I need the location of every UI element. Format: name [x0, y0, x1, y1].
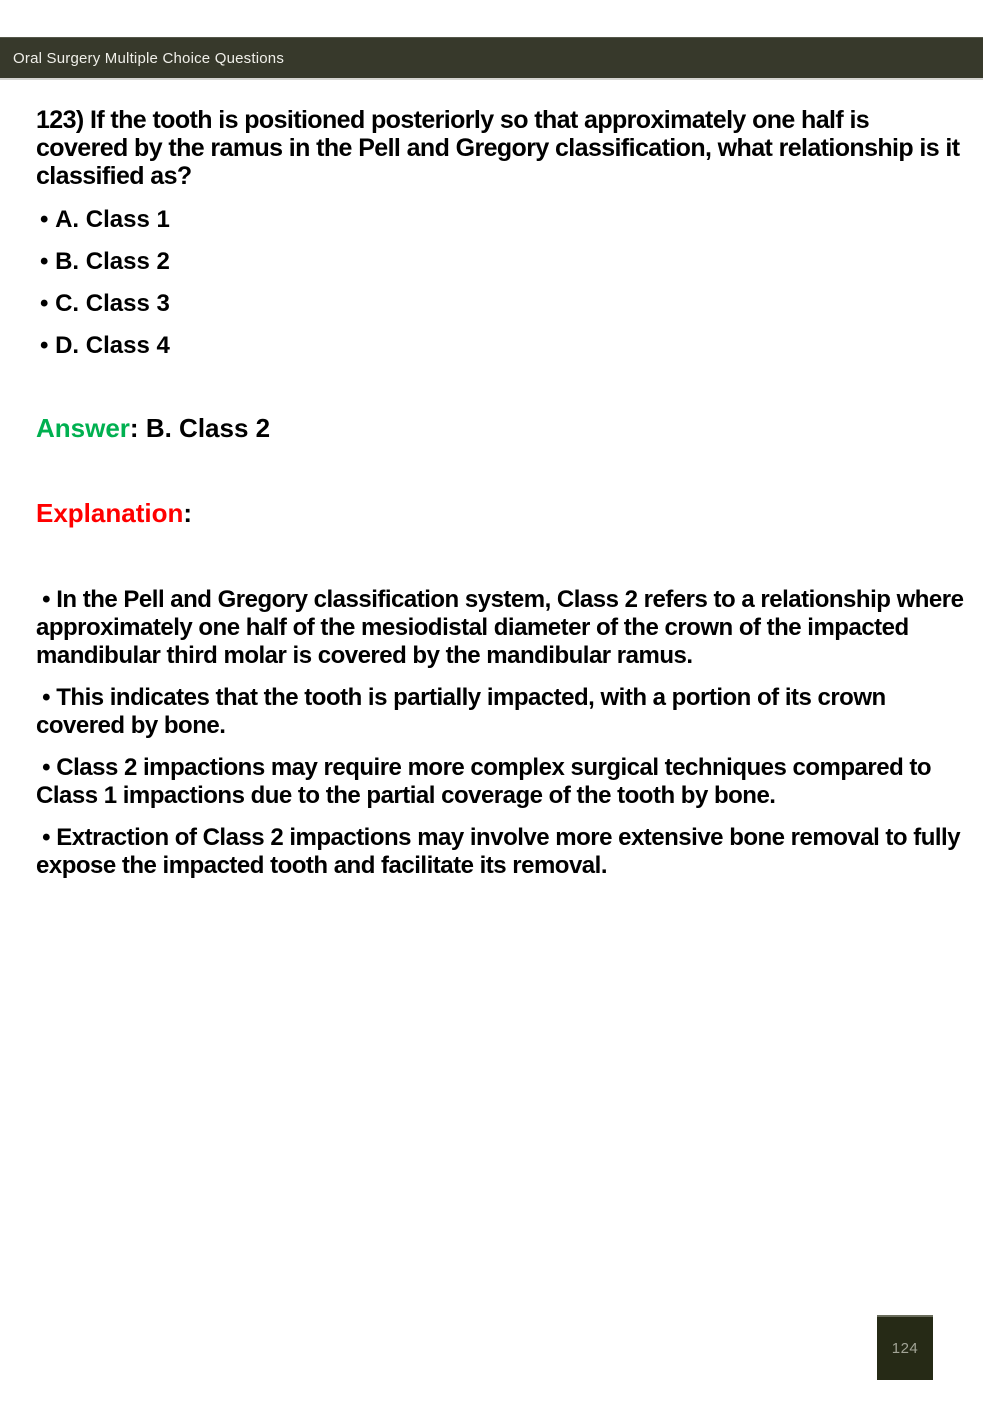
- explanation-body: [36, 586, 970, 894]
- option-c-label: C. Class 3: [55, 290, 170, 317]
- explanation-bullet-3: [36, 754, 970, 810]
- explanation-bullet-1: [36, 586, 970, 670]
- answer-label: Answer: [36, 413, 130, 443]
- explanation-bullet-4-text: Extraction of Class 2 impactions may involve more extensive bone removal to fully expose the impacted tooth and facilitate its removal.: [36, 824, 961, 879]
- bullet-icon: [36, 824, 56, 851]
- bullet-icon: [36, 684, 56, 711]
- explanation-heading: [36, 498, 192, 529]
- page-number-badge: [877, 1315, 933, 1380]
- explanation-bullet-2: [36, 684, 970, 740]
- bullet-icon: [36, 754, 56, 781]
- option-b-label: B. Class 2: [55, 248, 170, 275]
- options-list: [40, 199, 840, 367]
- question-text: 123) If the tooth is positioned posteriorly so that approximately one half is covered by the ramus in the Pell and Gregory classification, what relationship is it classified as?: [36, 106, 960, 190]
- option-a: [40, 199, 840, 241]
- explanation-bullet-4: [36, 824, 970, 880]
- option-d-label: D. Class 4: [55, 332, 170, 359]
- bullet-icon: [40, 290, 55, 317]
- explanation-bullet-2-text: This indicates that the tooth is partially impacted, with a portion of its crown covered by bone.: [36, 684, 886, 739]
- option-a-label: A. Class 1: [55, 206, 170, 233]
- option-c: [40, 283, 840, 325]
- bullet-icon: [36, 586, 56, 613]
- option-d: [40, 325, 840, 367]
- page-number: 124: [891, 1340, 919, 1357]
- bullet-icon: [40, 332, 55, 359]
- answer-text: B. Class 2: [145, 413, 271, 443]
- option-b: [40, 241, 840, 283]
- explanation-bullet-3-text: Class 2 impactions may require more complex surgical techniques compared to Class 1 impactions due to the partial coverage of the tooth by bone.: [36, 754, 932, 809]
- answer-line: [36, 413, 270, 444]
- bullet-icon: [40, 248, 55, 275]
- header-title: Oral Surgery Multiple Choice Questions: [13, 49, 285, 67]
- answer-separator: :: [129, 413, 146, 443]
- bullet-icon: [40, 206, 55, 233]
- header-bar: [0, 37, 983, 80]
- explanation-bullet-1-text: In the Pell and Gregory classification system, Class 2 refers to a relationship where approximately one half of the mesiodistal diameter of the crown of the impacted mandibular third molar is covered by the mandibular ramus.: [36, 586, 964, 669]
- explanation-label: Explanation: [36, 498, 184, 528]
- explanation-colon: :: [183, 498, 193, 528]
